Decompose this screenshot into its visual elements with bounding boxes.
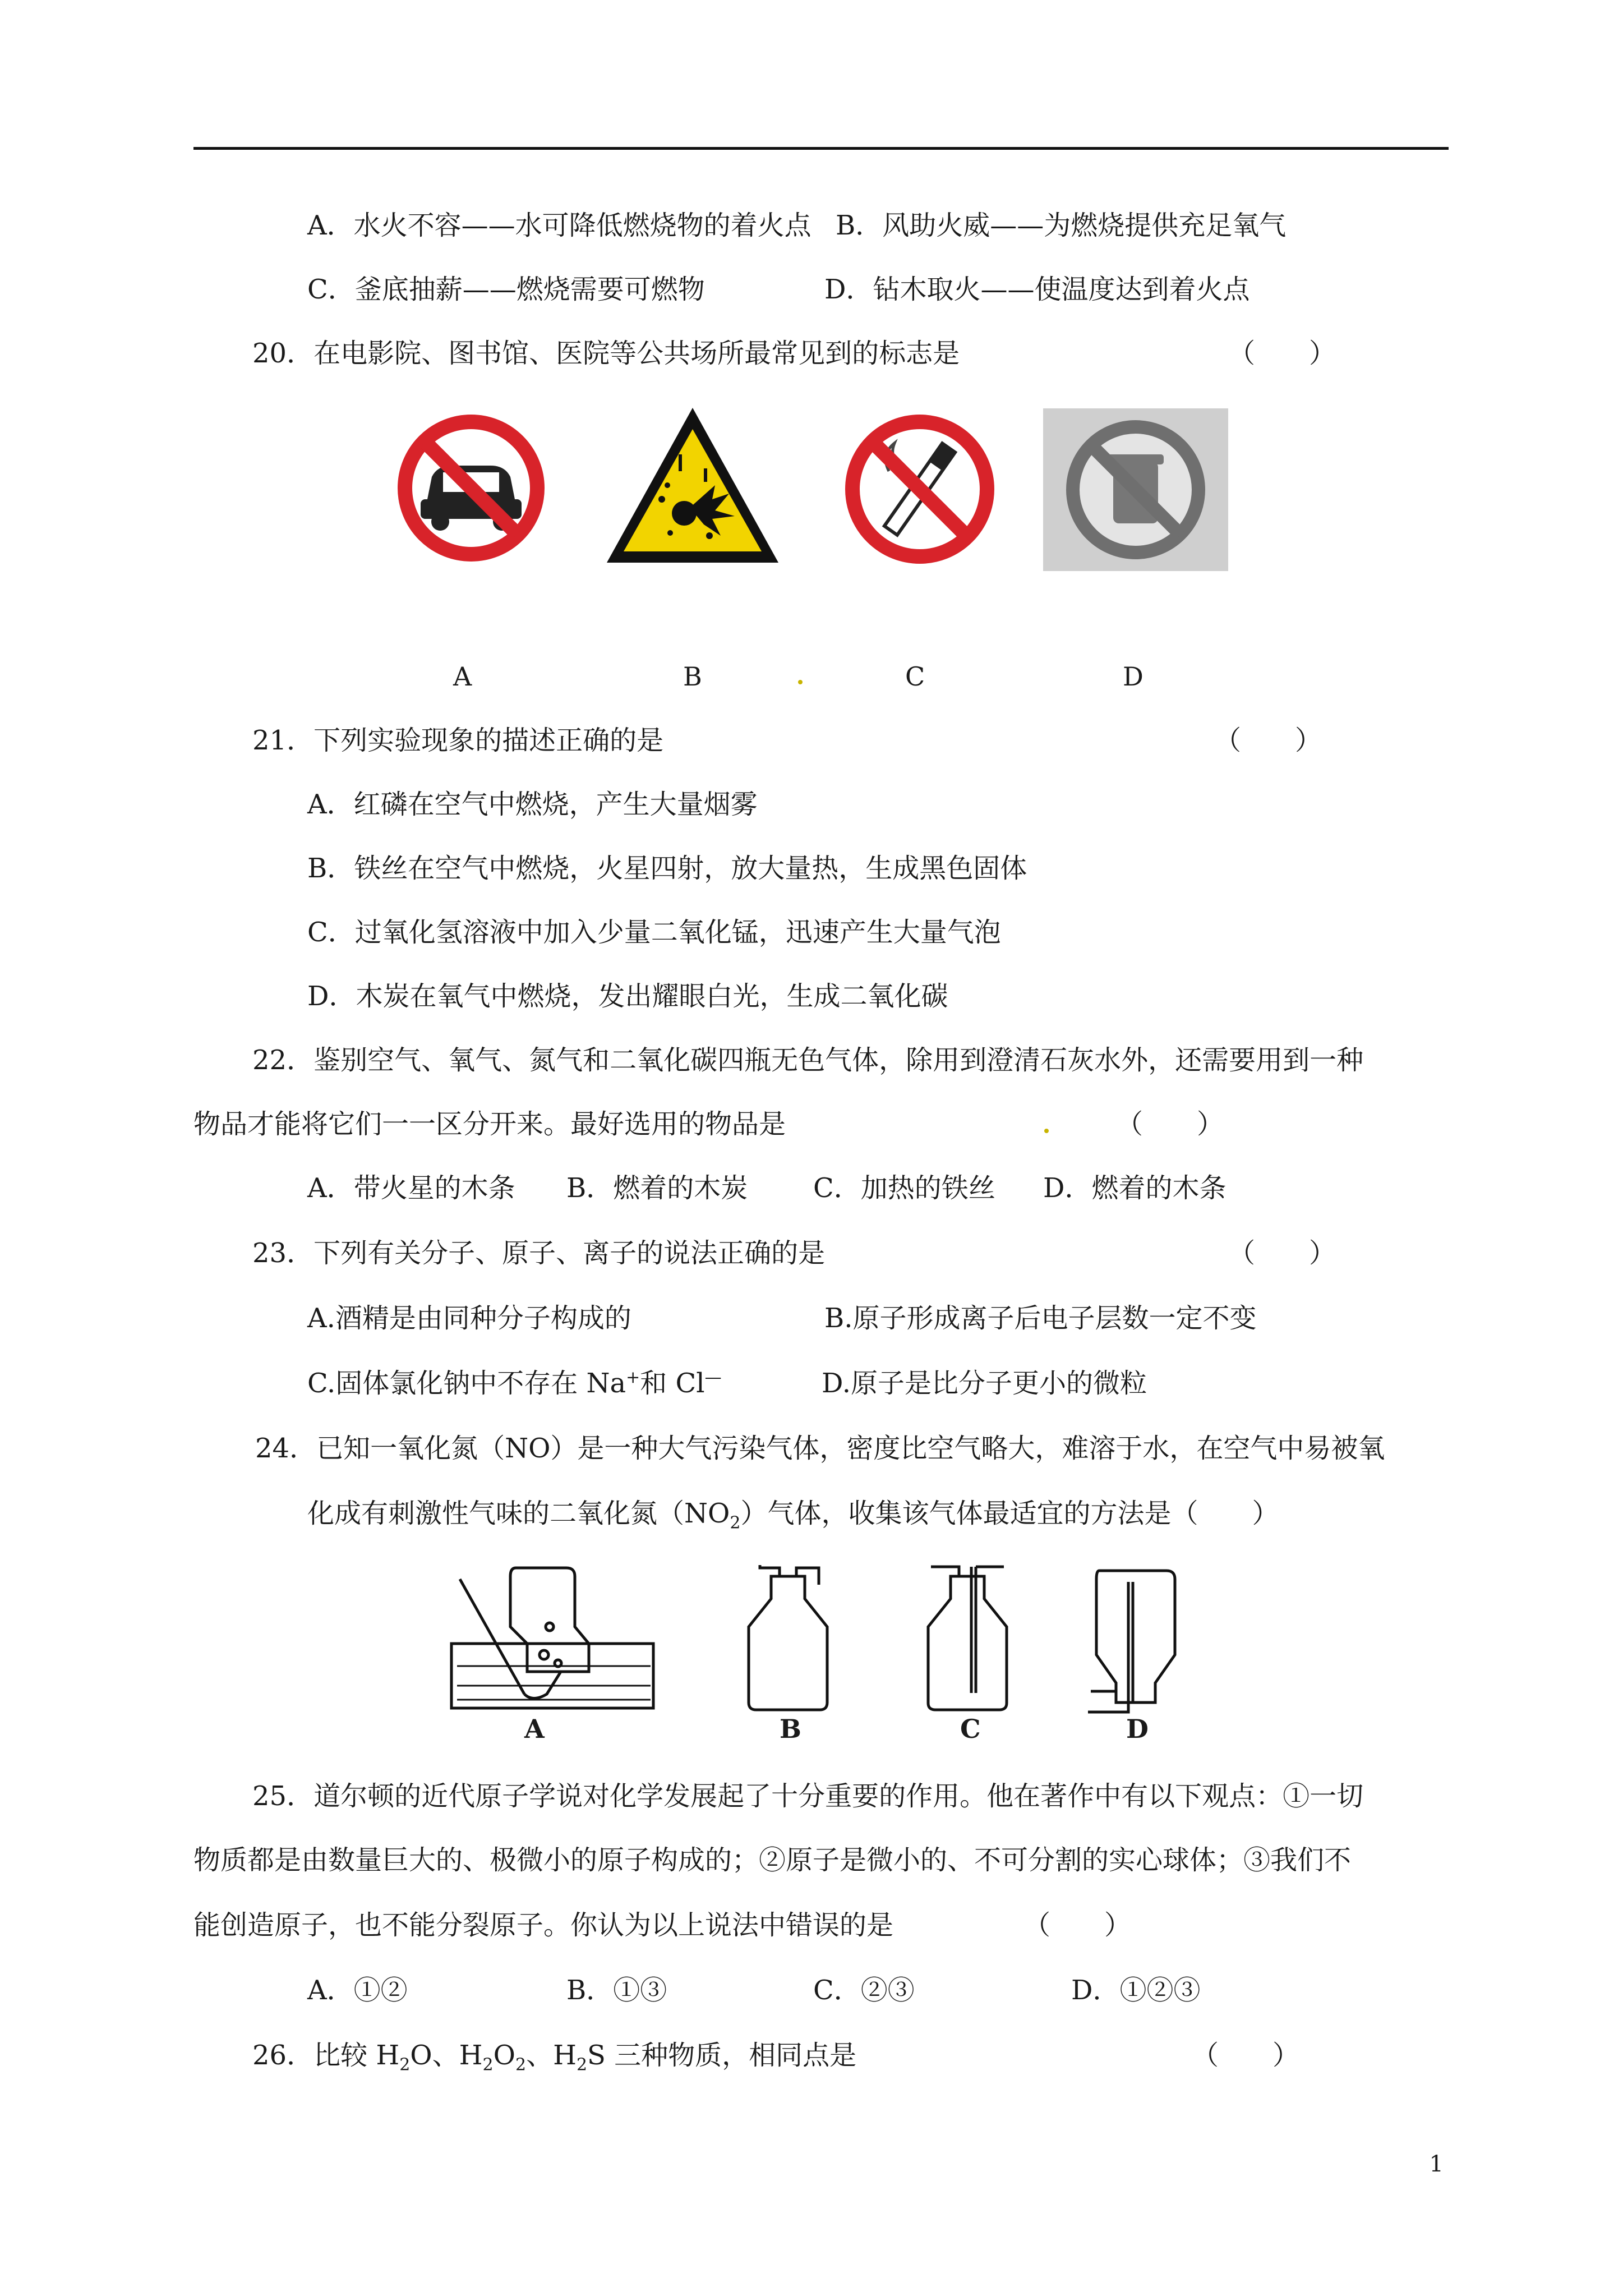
q24-stem-text: ）气体，收集该气体最适宜的方法是（ ） — [740, 1498, 1279, 1529]
q21-answer-paren: （ ） — [1214, 725, 1322, 756]
stray-dot — [798, 680, 803, 684]
no-smoking-sign-icon — [836, 409, 1004, 569]
q23-option-c-text: C.固体氯化钠中不存在 Na — [307, 1368, 626, 1399]
q20-label-a: A — [453, 661, 472, 692]
subscript: 2 — [399, 2055, 411, 2075]
q20-label-c: C — [905, 661, 925, 692]
q23-answer-paren: （ ） — [1228, 1237, 1336, 1269]
gas-bottle-short-tubes-icon — [740, 1565, 836, 1717]
water-displacement-apparatus-icon — [449, 1565, 656, 1717]
q24-stem-line1: 24．已知一氧化氮（NO）是一种大气污染气体，密度比空气略大，难溶于水，在空气中易被氧 — [255, 1433, 1385, 1464]
q20-label-b: B — [683, 661, 702, 692]
q24-label-c: C — [960, 1714, 981, 1744]
q23-option-d: D.原子是比分子更小的微粒 — [822, 1368, 1147, 1399]
subscript: 2 — [482, 2055, 494, 2075]
q21-stem: 21．下列实验现象的描述正确的是 — [252, 725, 664, 756]
no-littering-sign-icon — [1043, 408, 1228, 571]
chloride-charge: — — [704, 1368, 722, 1387]
no2-subscript: 2 — [730, 1513, 741, 1533]
q22-option-d: D．燃着的木条 — [1043, 1172, 1227, 1204]
q25-option-c: C．②③ — [813, 1975, 915, 2006]
q26-stem-text: S 三种物质，相同点是 — [587, 2040, 857, 2071]
q23-stem: 23．下列有关分子、原子、离子的说法正确的是 — [252, 1237, 826, 1269]
explosive-warning-sign-icon — [600, 401, 785, 569]
q26-stem-text: O — [493, 2040, 515, 2071]
q22-stem-line2: 物品才能将它们一一区分开来。最好选用的物品是 — [193, 1108, 786, 1140]
q26-answer-paren: （ ） — [1192, 2040, 1300, 2071]
q26-stem-text: O、H — [410, 2040, 483, 2071]
q22-stem-line1: 22．鉴别空气、氧气、氮气和二氧化碳四瓶无色气体，除用到澄清石灰水外，还需要用到一种 — [252, 1045, 1364, 1076]
header-rule — [193, 147, 1449, 150]
subscript: 2 — [515, 2055, 527, 2075]
q24-label-d: D — [1126, 1714, 1149, 1744]
q21-option-c: C．过氧化氢溶液中加入少量二氧化锰，迅速产生大量气泡 — [307, 917, 1001, 948]
q24-stem-line2 — [307, 1497, 1279, 1533]
q19-option-a: A．水火不容——水可降低燃烧物的着火点 — [307, 210, 811, 241]
stray-dot — [1044, 1129, 1049, 1133]
q24-label-b: B — [780, 1714, 801, 1744]
q22-option-c: C．加热的铁丝 — [813, 1172, 995, 1204]
q22-option-b: B．燃着的木炭 — [566, 1172, 748, 1204]
q25-option-b: B．①③ — [566, 1975, 667, 2006]
q25-option-d: D．①②③ — [1071, 1975, 1201, 2006]
q25-answer-paren: （ ） — [1023, 1910, 1132, 1941]
q19-option-b: B．风助火威——为燃烧提供充足氧气 — [836, 210, 1287, 241]
q26-stem-text: 、H — [526, 2040, 577, 2071]
q19-option-c: C．釜底抽薪——燃烧需要可燃物 — [307, 274, 705, 305]
q23-option-a: A.酒精是由同种分子构成的 — [307, 1303, 631, 1334]
gas-bottle-upward-air-icon — [920, 1564, 1015, 1718]
q24-label-a: A — [524, 1714, 545, 1744]
q20-answer-paren: （ ） — [1228, 338, 1336, 369]
sodium-charge: + — [626, 1368, 640, 1387]
q24-stem-text: 化成有刺激性气味的二氧化氮（NO — [307, 1498, 730, 1529]
q21-option-a: A．红磷在空气中燃烧，产生大量烟雾 — [307, 789, 758, 820]
q23-option-b: B.原子形成离子后电子层数一定不变 — [824, 1303, 1257, 1334]
q22-option-a: A．带火星的木条 — [307, 1172, 515, 1204]
q22-answer-paren: （ ） — [1116, 1108, 1224, 1140]
q25-option-a: A．①② — [307, 1975, 408, 2006]
q26-stem — [252, 2039, 857, 2075]
q26-stem-text: 26．比较 H — [252, 2040, 400, 2071]
inverted-bottle-downward-air-icon — [1082, 1565, 1183, 1717]
q19-option-d: D．钻木取火——使温度达到着火点 — [824, 274, 1250, 305]
q20-label-d: D — [1123, 661, 1144, 692]
subscript: 2 — [576, 2055, 588, 2075]
q23-option-c-text: 和 Cl — [640, 1368, 705, 1399]
q21-option-b: B．铁丝在空气中燃烧，火星四射，放大量热，生成黑色固体 — [307, 853, 1027, 884]
q25-stem-line1: 25．道尔顿的近代原子学说对化学发展起了十分重要的作用。他在著作中有以下观点：①一切 — [252, 1780, 1364, 1812]
q20-stem: 20．在电影院、图书馆、医院等公共场所最常见到的标志是 — [252, 338, 960, 369]
q21-option-d: D．木炭在氧气中燃烧，发出耀眼白光，生成二氧化碳 — [307, 981, 948, 1012]
page-number: 1 — [1429, 2151, 1444, 2177]
q25-stem-line2: 物质都是由数量巨大的、极微小的原子构成的；②原子是微小的、不可分割的实心球体；③我们不 — [193, 1844, 1352, 1876]
no-vehicles-sign-icon — [387, 409, 561, 567]
q25-stem-line3: 能创造原子，也不能分裂原子。你认为以上说法中错误的是 — [193, 1910, 894, 1941]
q23-option-c — [307, 1366, 722, 1400]
